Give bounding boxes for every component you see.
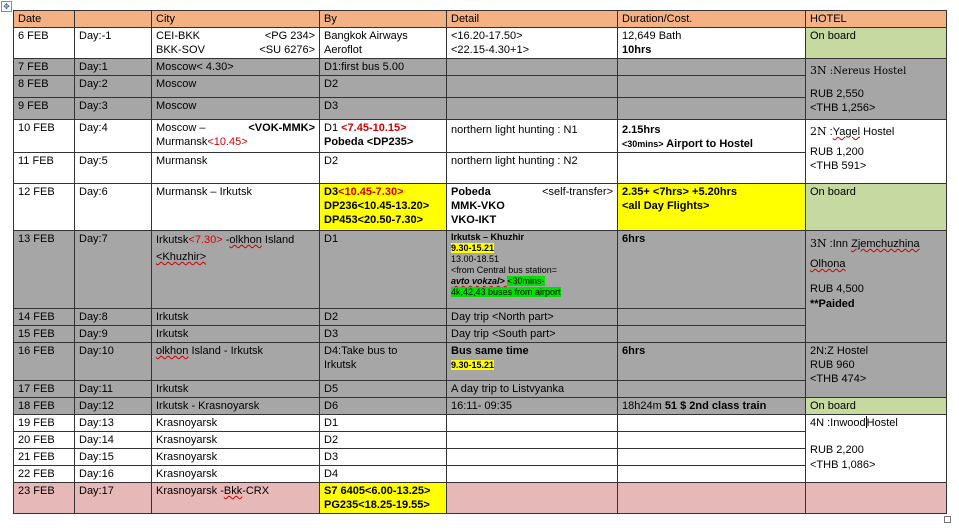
duration-cell bbox=[618, 466, 806, 483]
city-cell: Irkutsk bbox=[152, 381, 320, 398]
duration-cell bbox=[618, 28, 806, 59]
detail-text: avto vokzal> bbox=[451, 276, 508, 286]
city-text: olkhon bbox=[156, 345, 189, 357]
day-cell: Day:13 bbox=[75, 415, 152, 432]
date-cell: 7 FEB bbox=[14, 59, 75, 76]
duration-text: 12,649 Bath bbox=[622, 30, 682, 42]
day-cell: Day:9 bbox=[75, 326, 152, 343]
detail-cell bbox=[447, 231, 618, 309]
by-text: Aeroflot bbox=[324, 44, 362, 56]
hotel-price-thb: <THB 1,256> bbox=[810, 102, 876, 114]
duration-cell bbox=[618, 76, 806, 98]
detail-cell bbox=[447, 415, 618, 432]
detail-cell: northern light hunting : N1 bbox=[447, 120, 618, 153]
date-cell: 20 FEB bbox=[14, 432, 75, 449]
by-cell: D1 bbox=[320, 231, 447, 309]
detail-text: <30mins- bbox=[507, 276, 545, 286]
table-row bbox=[14, 59, 947, 76]
city-text: olkhon bbox=[229, 234, 262, 246]
city-text: BKK-SOV bbox=[156, 44, 205, 56]
city-cell: Irkutsk bbox=[152, 309, 320, 326]
hotel-cell: On board bbox=[806, 398, 947, 415]
day-cell: Day:12 bbox=[75, 398, 152, 415]
by-cell: D5 bbox=[320, 381, 447, 398]
duration-text: 2.15hrs bbox=[622, 124, 661, 136]
hotel-price-rub: RUB 2,550 bbox=[810, 88, 864, 100]
date-cell: 12 FEB bbox=[14, 184, 75, 231]
by-text: DP453<20.50-7.30> bbox=[324, 214, 424, 226]
hotel-cell bbox=[806, 483, 947, 514]
detail-cell bbox=[447, 449, 618, 466]
day-cell: Day:4 bbox=[75, 120, 152, 153]
day-cell: Day:3 bbox=[75, 98, 152, 120]
duration-note: Airport to Hostel bbox=[663, 138, 753, 150]
duration-text: <all Day Flights> bbox=[622, 200, 710, 212]
header-duration: Duration/Cost. bbox=[618, 11, 806, 28]
day-cell: Day:7 bbox=[75, 231, 152, 309]
by-text: PG235<18.25-19.55> bbox=[324, 499, 430, 511]
detail-cell bbox=[447, 466, 618, 483]
day-cell: Day:14 bbox=[75, 432, 152, 449]
table-row bbox=[14, 343, 947, 381]
detail-text: <self-transfer> bbox=[542, 186, 613, 198]
table-resize-handle-icon[interactable] bbox=[944, 516, 951, 523]
by-cell: D3 bbox=[320, 326, 447, 343]
detail-cell bbox=[447, 432, 618, 449]
city-text: <Khuzhir> bbox=[156, 251, 207, 263]
duration-note: <30mins> bbox=[622, 139, 664, 149]
hotel-cell-nereus bbox=[806, 59, 947, 120]
date-cell: 17 FEB bbox=[14, 381, 75, 398]
duration-cell bbox=[618, 120, 806, 153]
by-text: Irkutsk bbox=[324, 359, 357, 371]
by-cell: D2 bbox=[320, 153, 447, 184]
city-cell: Murmansk – Irkutsk bbox=[152, 184, 320, 231]
city-cell bbox=[152, 28, 320, 59]
date-cell: 11 FEB bbox=[14, 153, 75, 184]
header-date: Date bbox=[14, 11, 75, 28]
detail-text: VKO-IKT bbox=[451, 214, 497, 226]
table-row bbox=[14, 120, 947, 153]
duration-cell bbox=[618, 398, 806, 415]
by-text: Bangkok Airways bbox=[324, 30, 408, 42]
date-cell: 21 FEB bbox=[14, 449, 75, 466]
hotel-price-rub: RUB 960 bbox=[810, 359, 855, 371]
city-cell: Irkutsk - Krasnoyarsk bbox=[152, 398, 320, 415]
flight-time: <7.45-10.15> bbox=[341, 122, 407, 134]
date-cell: 22 FEB bbox=[14, 466, 75, 483]
detail-cell: northern light hunting : N2 bbox=[447, 153, 618, 184]
detail-cell bbox=[447, 76, 618, 98]
duration-cell bbox=[618, 309, 806, 326]
city-cell: Moscow bbox=[152, 98, 320, 120]
by-cell bbox=[320, 120, 447, 153]
day-cell: Day:11 bbox=[75, 381, 152, 398]
by-cell: D4 bbox=[320, 466, 447, 483]
detail-text: Irkutsk – Khuzhir bbox=[451, 232, 525, 242]
date-cell: 23 FEB bbox=[14, 483, 75, 514]
duration-text: 51 $ 2nd class train bbox=[664, 400, 767, 412]
city-text: Bkk bbox=[223, 485, 243, 497]
header-row bbox=[14, 11, 947, 28]
detail-text: 4k,42,43 buses from airport bbox=[451, 287, 561, 297]
duration-cell: 6hrs bbox=[618, 343, 806, 381]
by-cell bbox=[320, 28, 447, 59]
duration-cell bbox=[618, 184, 806, 231]
by-text: S7 6405<6.00-13.25> bbox=[324, 485, 431, 497]
table-row bbox=[14, 483, 947, 514]
header-detail: Detail bbox=[447, 11, 618, 28]
duration-cell bbox=[618, 483, 806, 514]
hotel-cell-inwood bbox=[806, 415, 947, 483]
hotel-cell-inn bbox=[806, 231, 947, 343]
by-text: DP236<10.45-13.20> bbox=[324, 200, 430, 212]
city-cell: Moscow< 4.30> bbox=[152, 59, 320, 76]
hotel-name: Olhona bbox=[810, 258, 846, 270]
date-cell: 6 FEB bbox=[14, 28, 75, 59]
hotel-price-rub: RUB 4,500 bbox=[810, 283, 864, 295]
city-cell: Krasnoyarsk bbox=[152, 449, 320, 466]
by-cell bbox=[320, 184, 447, 231]
detail-text: Pobeda bbox=[451, 186, 491, 198]
detail-cell bbox=[447, 59, 618, 76]
hotel-name: 2N:Z Hostel bbox=[810, 345, 869, 357]
by-cell bbox=[320, 343, 447, 381]
detail-cell bbox=[447, 98, 618, 120]
detail-cell bbox=[447, 184, 618, 231]
date-cell: 14 FEB bbox=[14, 309, 75, 326]
hotel-name: :Inn bbox=[826, 238, 852, 250]
duration-text: 2.35+ <7hrs> +5.20hrs bbox=[622, 186, 737, 198]
header-day bbox=[75, 11, 152, 28]
arrival-time: <7.30> bbox=[188, 234, 223, 246]
by-cell: D2 bbox=[320, 309, 447, 326]
date-cell: 19 FEB bbox=[14, 415, 75, 432]
city-cell bbox=[152, 343, 320, 381]
duration-cell bbox=[618, 415, 806, 432]
detail-cell bbox=[447, 28, 618, 59]
city-text: - bbox=[222, 234, 230, 246]
itinerary-table bbox=[13, 10, 947, 514]
detail-cell: A day trip to Listvyanka bbox=[447, 381, 618, 398]
day-cell: Day:8 bbox=[75, 309, 152, 326]
table-row bbox=[14, 28, 947, 59]
detail-text: 13.00-18.51 bbox=[451, 254, 500, 264]
day-cell: Day:6 bbox=[75, 184, 152, 231]
hotel-price-thb: <THB 1,086> bbox=[810, 459, 876, 471]
hotel-name: Hostel bbox=[866, 417, 898, 429]
date-cell: 8 FEB bbox=[14, 76, 75, 98]
by-cell: D1:first bus 5.00 bbox=[320, 59, 447, 76]
table-row bbox=[14, 415, 947, 432]
day-cell: Day:10 bbox=[75, 343, 152, 381]
city-cell bbox=[152, 120, 320, 153]
by-cell: D6 bbox=[320, 398, 447, 415]
hotel-price-thb: <THB 591> bbox=[810, 160, 867, 172]
hotel-name: :Nereus Hostel bbox=[826, 66, 907, 77]
day-cell: Day:2 bbox=[75, 76, 152, 98]
duration-cell bbox=[618, 326, 806, 343]
duration-cell bbox=[618, 381, 806, 398]
day-cell: Day:5 bbox=[75, 153, 152, 184]
duration-text: 10hrs bbox=[622, 44, 652, 56]
city-cell: Krasnoyarsk bbox=[152, 415, 320, 432]
arrival-time: <10.45> bbox=[207, 136, 248, 148]
by-text: D4:Take bus to bbox=[324, 345, 398, 357]
by-cell: D2 bbox=[320, 432, 447, 449]
city-text: Moscow – bbox=[156, 122, 206, 134]
city-text: Krasnoyarsk - bbox=[156, 485, 224, 497]
hotel-name: 4N :Inwood bbox=[810, 417, 866, 429]
detail-cell bbox=[447, 343, 618, 381]
duration-cell bbox=[618, 98, 806, 120]
detail-cell bbox=[447, 483, 618, 514]
hotel-cell-z bbox=[806, 343, 947, 398]
hotel-cell: On board bbox=[806, 28, 947, 59]
flight-code: <PG 234> bbox=[264, 30, 315, 42]
day-cell: Day:15 bbox=[75, 449, 152, 466]
detail-text: <22.15-4.30+1> bbox=[451, 44, 529, 56]
flight-time: <10.45-7.30> bbox=[338, 186, 404, 198]
date-cell: 16 FEB bbox=[14, 343, 75, 381]
nights-count: 3N bbox=[810, 64, 827, 77]
day-cell: Day:17 bbox=[75, 483, 152, 514]
table-row bbox=[14, 231, 947, 309]
duration-cell bbox=[618, 153, 806, 184]
city-cell: Krasnoyarsk bbox=[152, 466, 320, 483]
detail-text: MMK-VKO bbox=[451, 200, 505, 212]
day-cell: Day:1 bbox=[75, 59, 152, 76]
by-cell: D2 bbox=[320, 76, 447, 98]
city-cell bbox=[152, 483, 320, 514]
by-cell: D1 bbox=[320, 415, 447, 432]
duration-cell bbox=[618, 59, 806, 76]
nights-count: 3N bbox=[810, 237, 827, 250]
duration-cell: 6hrs bbox=[618, 231, 806, 309]
detail-text: 9.30-15.21 bbox=[451, 243, 495, 253]
by-text: D3 bbox=[324, 186, 339, 198]
date-cell: 10 FEB bbox=[14, 120, 75, 153]
city-cell bbox=[152, 231, 320, 309]
header-by: By bbox=[320, 11, 447, 28]
table-row bbox=[14, 184, 947, 231]
by-text: D1 bbox=[324, 122, 342, 134]
hotel-price-thb: <THB 474> bbox=[810, 373, 867, 385]
detail-text: <from Central bus station= bbox=[451, 265, 558, 275]
by-text: Pobeda <DP235> bbox=[324, 136, 414, 148]
header-city: City bbox=[152, 11, 320, 28]
by-cell bbox=[320, 483, 447, 514]
city-text: Murmansk bbox=[156, 136, 208, 148]
date-cell: 18 FEB bbox=[14, 398, 75, 415]
city-text: CEI-BKK bbox=[156, 30, 201, 42]
hotel-name: : bbox=[826, 126, 833, 138]
duration-text: 18h24m bbox=[622, 400, 665, 412]
day-cell: Day:16 bbox=[75, 466, 152, 483]
city-text: Irkutsk bbox=[156, 234, 189, 246]
by-cell: D3 bbox=[320, 98, 447, 120]
detail-cell: 16:11- 09:35 bbox=[447, 398, 618, 415]
hotel-cell-yagel bbox=[806, 120, 947, 184]
detail-cell: Day trip <North part> bbox=[447, 309, 618, 326]
city-cell: Moscow bbox=[152, 76, 320, 98]
detail-text: Bus same time bbox=[451, 345, 529, 357]
duration-cell bbox=[618, 449, 806, 466]
date-cell: 9 FEB bbox=[14, 98, 75, 120]
hotel-cell: On board bbox=[806, 184, 947, 231]
date-cell: 13 FEB bbox=[14, 231, 75, 309]
flight-code: <SU 6276> bbox=[259, 44, 315, 56]
hotel-price-rub: RUB 1,200 bbox=[810, 146, 864, 158]
city-cell: Krasnoyarsk bbox=[152, 432, 320, 449]
hotel-price-rub: RUB 2,200 bbox=[810, 444, 864, 456]
hotel-name: Yagel bbox=[832, 126, 861, 138]
table-move-handle-icon[interactable]: ✥ bbox=[1, 1, 12, 12]
city-text: Island bbox=[261, 234, 295, 246]
city-text: -CRX bbox=[242, 485, 270, 497]
city-text: Island - Irkutsk bbox=[188, 345, 263, 357]
day-cell: Day:-1 bbox=[75, 28, 152, 59]
detail-cell: Day trip <South part> bbox=[447, 326, 618, 343]
detail-text: <16.20-17.50> bbox=[451, 30, 523, 42]
date-cell: 15 FEB bbox=[14, 326, 75, 343]
detail-text: 9.30-15.21 bbox=[451, 360, 495, 370]
duration-cell bbox=[618, 432, 806, 449]
payment-status: **Paided bbox=[810, 298, 855, 310]
hotel-name: Hostel bbox=[860, 126, 895, 138]
nights-count: 2N bbox=[810, 125, 827, 138]
by-cell: D3 bbox=[320, 449, 447, 466]
route-code: <VOK-MMK> bbox=[248, 122, 315, 134]
header-hotel: HOTEL bbox=[806, 11, 947, 28]
table-row bbox=[14, 398, 947, 415]
city-cell: Murmansk bbox=[152, 153, 320, 184]
city-cell: Irkutsk bbox=[152, 326, 320, 343]
hotel-name: Zjemchuzhina bbox=[851, 238, 920, 250]
